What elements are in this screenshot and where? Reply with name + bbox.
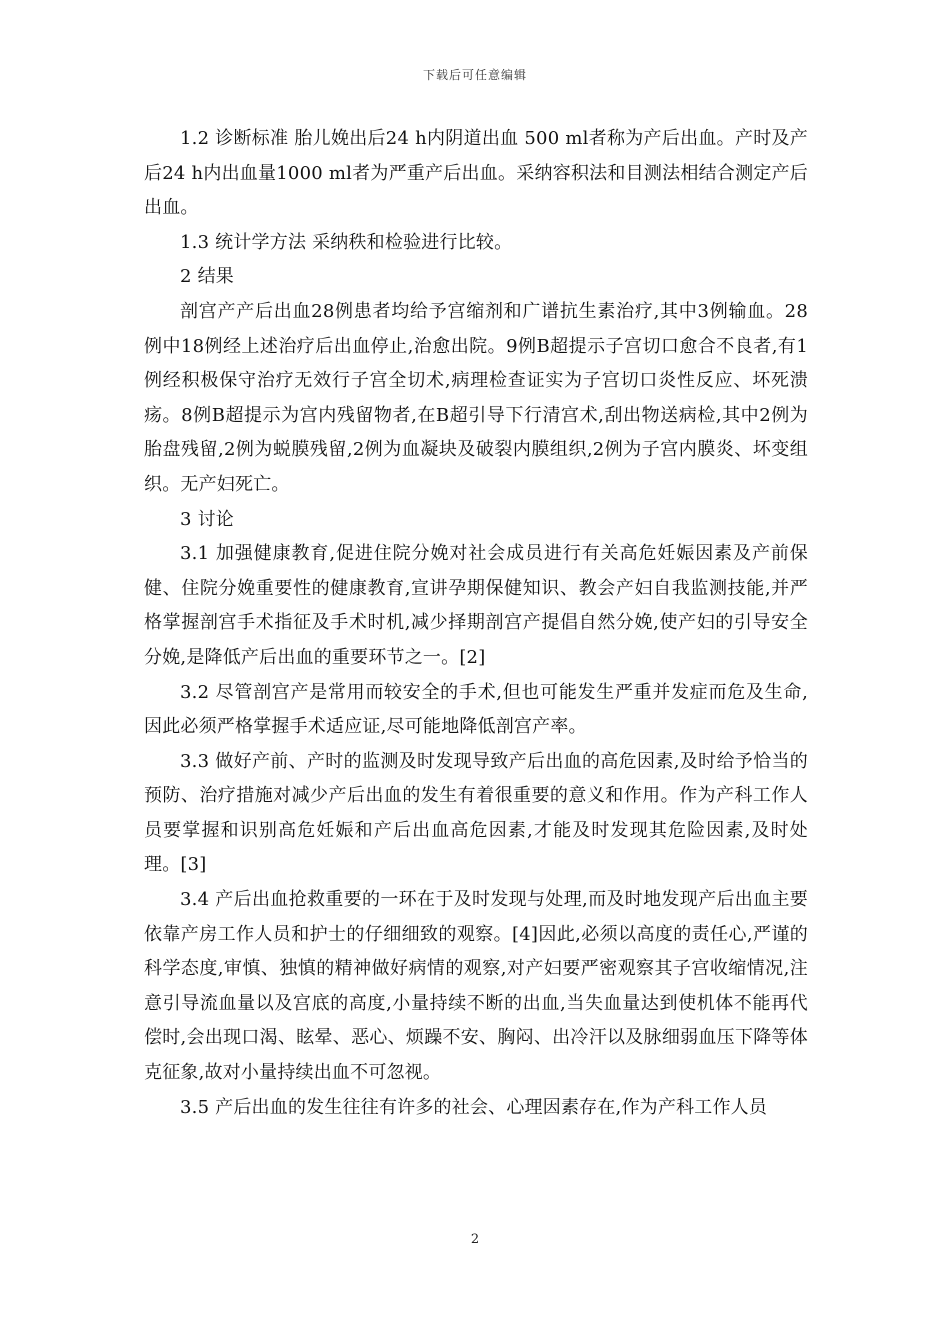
- paragraph-1-2-diagnostic-criteria: 1.2 诊断标准 胎儿娩出后24 h内阴道出血 500 ml者称为产后出血。产时及产后24 h内出血量1000 ml者为严重产后出血。采纳容积法和目测法相结合测定产后出血。: [144, 128, 808, 219]
- paragraph-3-2: 3.2 尽管剖宫产是常用而较安全的手术,但也可能发生严重并发症而危及生命,因此必须严格掌握手术适应证,尽可能地降低剖宫产率。: [144, 681, 808, 738]
- paragraph-3-4: 3.4 产后出血抢救重要的一环在于及时发现与处理,而及时地发现产后出血主要依靠产房工作人员和护士的仔细细致的观察。[4]因此,必须以高度的责任心,严谨的科学态度,审慎、独慎的精神做好病情的观察,对产妇要严密观察其子宫收缩情况,注意引导流血量以及宫底的高度,小量持续不断的出血,当失血量达到使机体不能再代偿时,会出现口渴、眩晕、恶心、烦躁不安、胸闷、出冷汗以及脉细弱血压下降等体克征象,故对小量持续出血不可忽视。: [144, 889, 808, 1084]
- document-body: [144, 122, 808, 1125]
- page-header: 下载后可任意编辑: [422, 68, 527, 82]
- paragraph-3-5: 3.5 产后出血的发生往往有许多的社会、心理因素存在,作为产科工作人员: [180, 1096, 768, 1118]
- heading-3-discussion: 3 讨论: [180, 508, 234, 530]
- page-number: 2: [470, 1232, 480, 1247]
- heading-2-results: 2 结果: [180, 266, 234, 288]
- paragraph-1-3-statistical-method: 1.3 统计学方法 采纳秩和检验进行比较。: [180, 231, 513, 253]
- paragraph-3-1: 3.1 加强健康教育,促进住院分娩对社会成员进行有关高危妊娠因素及产前保健、住院分娩重要性的健康教育,宣讲孕期保健知识、教会产妇自我监测技能,并严格掌握剖宫手术指征及手术时机,减少择期剖宫产提倡自然分娩,使产妇的引导安全分娩,是降低产后出血的重要环节之一。[2]: [144, 543, 808, 668]
- paragraph-results: 剖宫产产后出血28例患者均给予宫缩剂和广谱抗生素治疗,其中3例输血。28例中18例经上述治疗后出血停止,治愈出院。9例B超提示子宫切口愈合不良者,有1例经积极保守治疗无效行子宫全切术,病理检查证实为子宫切口炎性反应、坏死溃疡。8例B超提示为宫内残留物者,在B超引导下行清宫术,刮出物送病检,其中2例为胎盘残留,2例为蜕膜残留,2例为血凝块及破裂内膜组织,2例为子宫内膜炎、坏变组织。无产妇死亡。: [144, 300, 808, 495]
- paragraph-3-3: 3.3 做好产前、产时的监测及时发现导致产后出血的高危因素,及时给予恰当的预防、治疗措施对减少产后出血的发生有着很重要的意义和作用。作为产科工作人员要掌握和识别高危妊娠和产后出血高危因素,才能及时发现其危险因素,及时处理。[3]: [144, 750, 808, 876]
